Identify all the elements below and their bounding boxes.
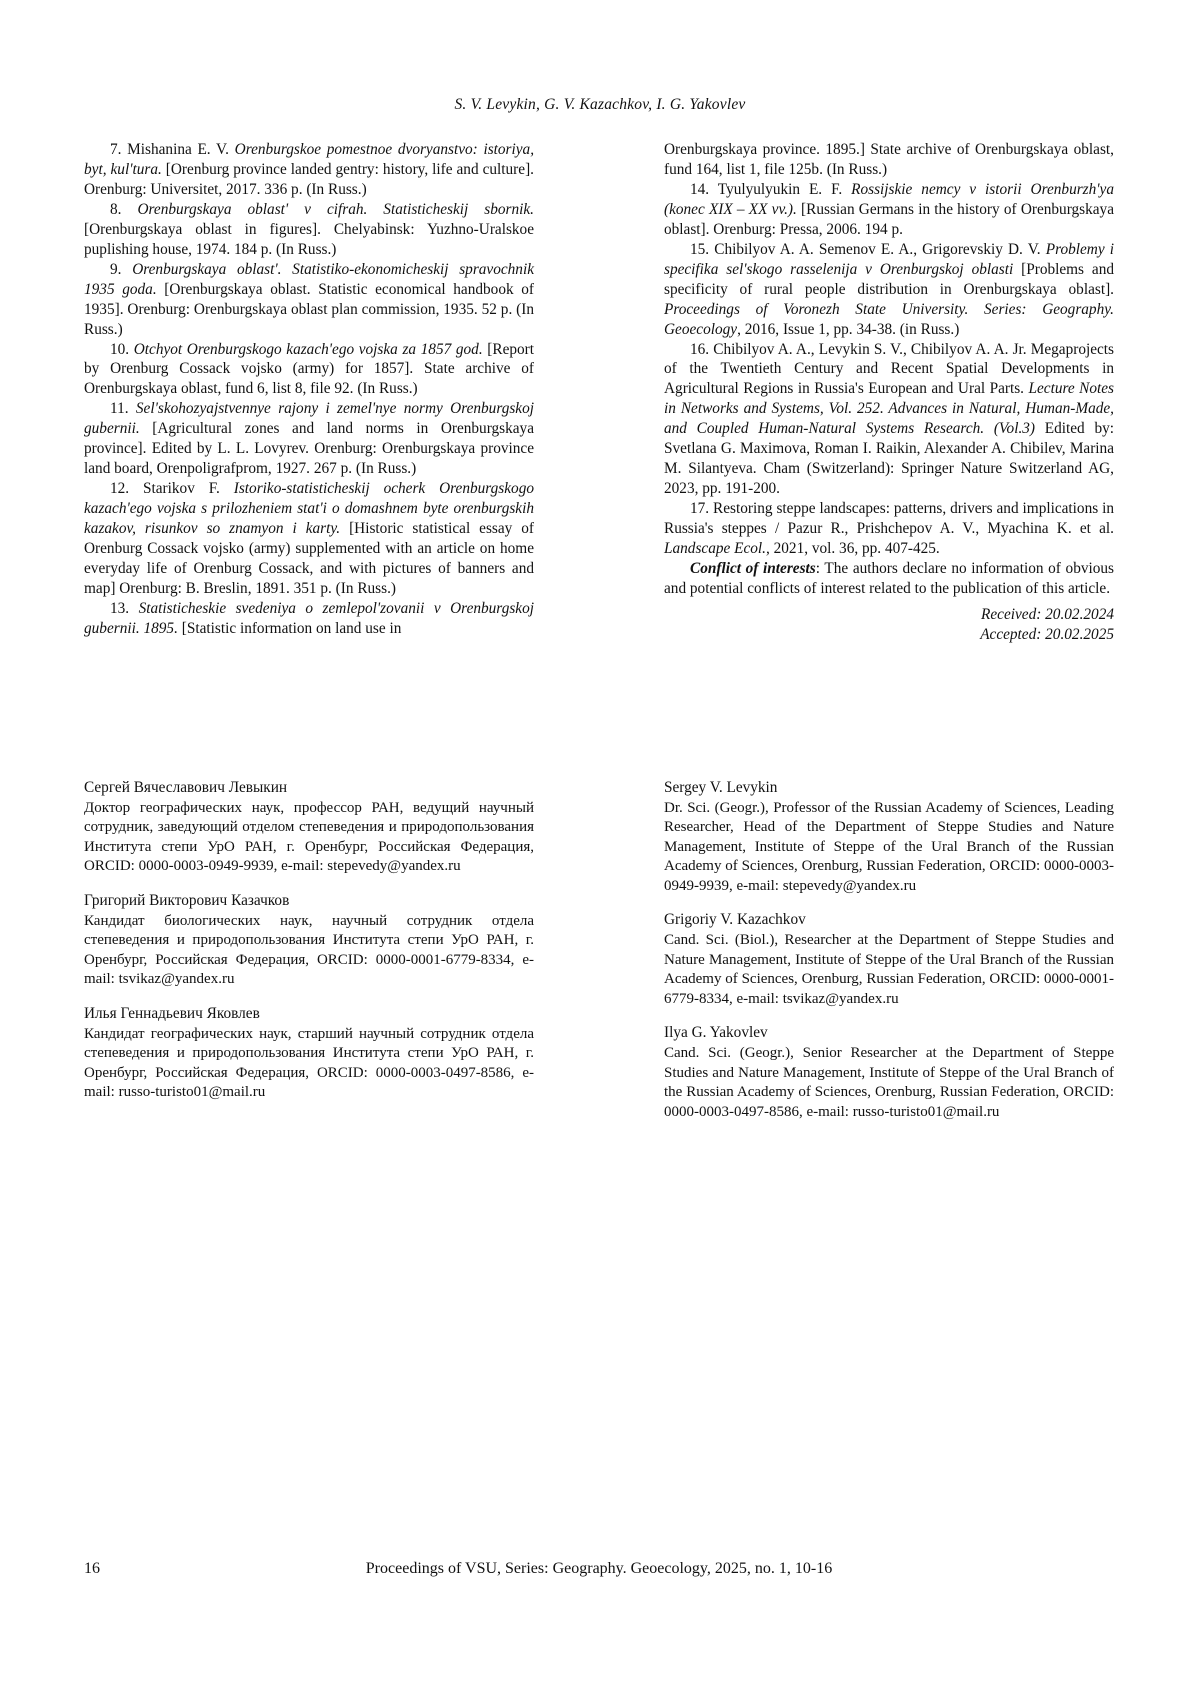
received-date: Received: 20.02.2024 [981,605,1114,623]
running-head: S. V. Levykin, G. V. Kazachkov, I. G. Yakovlev [454,96,746,113]
author-name: Сергей Вячеславович Левыкин [84,779,288,796]
journal-citation: Proceedings of VSU, Series: Geography. Geoecology, 2025, no. 1, 10-16 [365,1560,833,1577]
author-bio: Dr. Sci. (Geogr.), Professor of the Russian Academy of Sciences, Leading Researcher, Head of the Department of Steppe Studies and Nature Management, Institute of Steppe of the Ural Branch of the Russian Academy of Sciences, Orenburg, Russian Federation, ORCID: 0000-0003-0949-9939, e-mail: stepevedy@yandex.ru [664,799,1114,894]
author-bio: Доктор географических наук, профессор РАН, ведущий научный сотрудник, заведующий отделом степеведения и природопользования Института степи УрО РАН, г. Оренбург, Российская Федерация, ORCID: 0000-0003-0949-9939, e-mail: stepevedy@yandex.ru [84,799,534,875]
reference-columns [84,140,1114,645]
author-bio: Кандидат биологических наук, научный сотрудник отдела степеведения и природопользования Института степи УрО РАН, г. Оренбург, Российская Федерация, ORCID: 0000-0001-6779-8334, e-mail: tsvikaz@yandex.ru [84,912,534,988]
reference-item: 16. Chibilyov A. A., Levykin S. V., Chibilyov A. A. Jr. Megaprojects of the Twentieth Century and Recent Spatial Developments in Agricultural Regions in Russia's European and Ural Parts. Lecture Notes in Networks and Systems, Vol. 252. Advances in Natural, Human-Made, and Coupled Human-Natural Systems Research. (Vol.3) Edited by: Svetlana G. Maximova, Roman I. Raikin, Alexander A. Chibilev, Marina M. Silantyeva. Cham (Switzerland): Springer Nature Switzerland AG, 2023, pp. 191-200. [664,340,1114,498]
reference-item: 11. Sel'skohozyajstvennye rajony i zemel'nye normy Orenburgskoj gubernii. [Agricultural zones and land norms in Orenburgskaya province]. Edited by L. L. Lovyrev. Orenburg: Orenburgskaya province land board, Orenpoligrafprom, 1927. 267 p. (In Russ.) [84,400,534,478]
reference-item: 8. Orenburgskaya oblast' v cifrah. Statisticheskij sbornik. [Orenburgskaya oblast in figures]. Chelyabinsk: Yuzhno-Uralskoe puplishing house, 1974. 184 p. (In Russ.) [84,200,534,258]
reference-item: 13. Statisticheskie svedeniya o zemlepol'zovanii v Orenburgskoj gubernii. 1895. [Statistic information on land use in [84,599,534,637]
reference-item-continued: Orenburgskaya province. 1895.] State archive of Orenburgskaya oblast, fund 164, list 1, file 125b. (In Russ.) [664,141,1114,178]
conflict-text: : The authors declare no information of obvious and potential conflicts of interest related to the publication of this article. [664,560,1114,597]
conflict-of-interests [664,559,1114,599]
submission-dates [664,605,1114,645]
reference-item: 9. Orenburgskaya oblast'. Statistiko-ekonomicheskij spravochnik 1935 goda. [Orenburgskaya oblast. Statistic economical handbook of 1935]. Orenburg: Orenburgskaya oblast plan commission, 1935. 52 p. (In Russ.) [84,260,534,338]
reference-item: 10. Otchyot Orenburgskogo kazach'ego vojska za 1857 god. [Report by Orenburg Cossack vojsko (army) for 1857]. State archive of Orenburgskaya oblast, fund 6, list 8, file 92. (In Russ.) [84,340,535,398]
reference-item: 7. Mishanina E. V. Orenburgskoe pomestnoe dvoryanstvo: istoriya, byt, kul'tura. [Orenburg province landed gentry: history, life and culture]. Orenburg: Universitet, 2017. 336 p. (In Russ.) [84,141,535,198]
conflict-heading: Conflict of interests [690,560,816,578]
reference-item: 12. Starikov F. Istoriko-statisticheskij ocherk Orenburgskogo kazach'ego vojska s prilozheniem stat'i o domashnem byte orenburgskih kazakov, risunkov so znamyon i karty. [Historic statistical essay of Orenburg Cossack vojsko (army) supplemented with an article on home everyday life of Orenburg Cossack, and with pictures of banners and map] Orenburg: B. Breslin, 1891. 351 p. (In Russ.) [84,480,534,597]
author-info-columns [84,778,1114,1122]
reference-item: 14. Tyulyulyukin E. F. Rossijskie nemcy v istorii Orenburzh'ya (konec XIX – XX vv.). [Russian Germans in the history of Orenburgskaya oblast]. Orenburg: Pressa, 2006. 194 p. [664,180,1114,238]
author-bio: Cand. Sci. (Geogr.), Senior Researcher at the Department of Steppe Studies and Nature Management, Institute of Steppe of the Ural Branch of the Russian Academy of Sciences, Orenburg, Russian Federation, ORCID: 0000-0003-0497-8586, e-mail: russo-turisto01@mail.ru [664,1045,1114,1120]
authors-russian [84,778,534,1122]
left-column [84,140,534,645]
author-bio: Кандидат географических наук, старший научный сотрудник отдела степеведения и природопользования Института степи УрО РАН, г. Оренбург, Российская Федерация, ORCID: 0000-0003-0497-8586, e-mail: russo-turisto01@mail.ru [84,1025,534,1101]
reference-item: 15. Chibilyov A. A. Semenov E. A., Grigorevskiy D. V. Problemy i specifika sel'skogo rasselenija v Orenburgskoj oblasti [Problems and specificity of rural people distribution in Orenburgskaya oblast]. Proceedings of Voronezh State University. Series: Geography. Geoecology, 2016, Issue 1, pp. 34-38. (in Russ.) [664,240,1114,338]
author-name: Григорий Викторович Казачков [84,891,290,909]
author-name: Sergey V. Levykin [664,779,778,796]
author-bio: Cand. Sci. (Biol.), Researcher at the Department of Steppe Studies and Nature Management, Institute of Steppe of the Ural Branch of the Russian Academy of Sciences, Orenburg, Russian Federation, ORCID: 0000-0001-6779-8334, e-mail: tsvikaz@yandex.ru [664,932,1114,1007]
reference-item: 17. Restoring steppe landscapes: patterns, drivers and implications in Russia's steppes / Pazur R., Prishchepov A. V., Myachina K. et al. Landscape Ecol., 2021, vol. 36, pp. 407-425. [664,500,1114,558]
authors-english [664,778,1114,1122]
author-name: Ilya G. Yakovlev [664,1024,768,1042]
author-name: Илья Геннадьевич Яковлев [84,1004,260,1022]
right-column [664,140,1114,645]
author-name: Grigoriy V. Kazachkov [664,911,806,929]
accepted-date: Accepted: 20.02.2025 [980,625,1114,643]
page-number: 16 [84,1560,100,1577]
